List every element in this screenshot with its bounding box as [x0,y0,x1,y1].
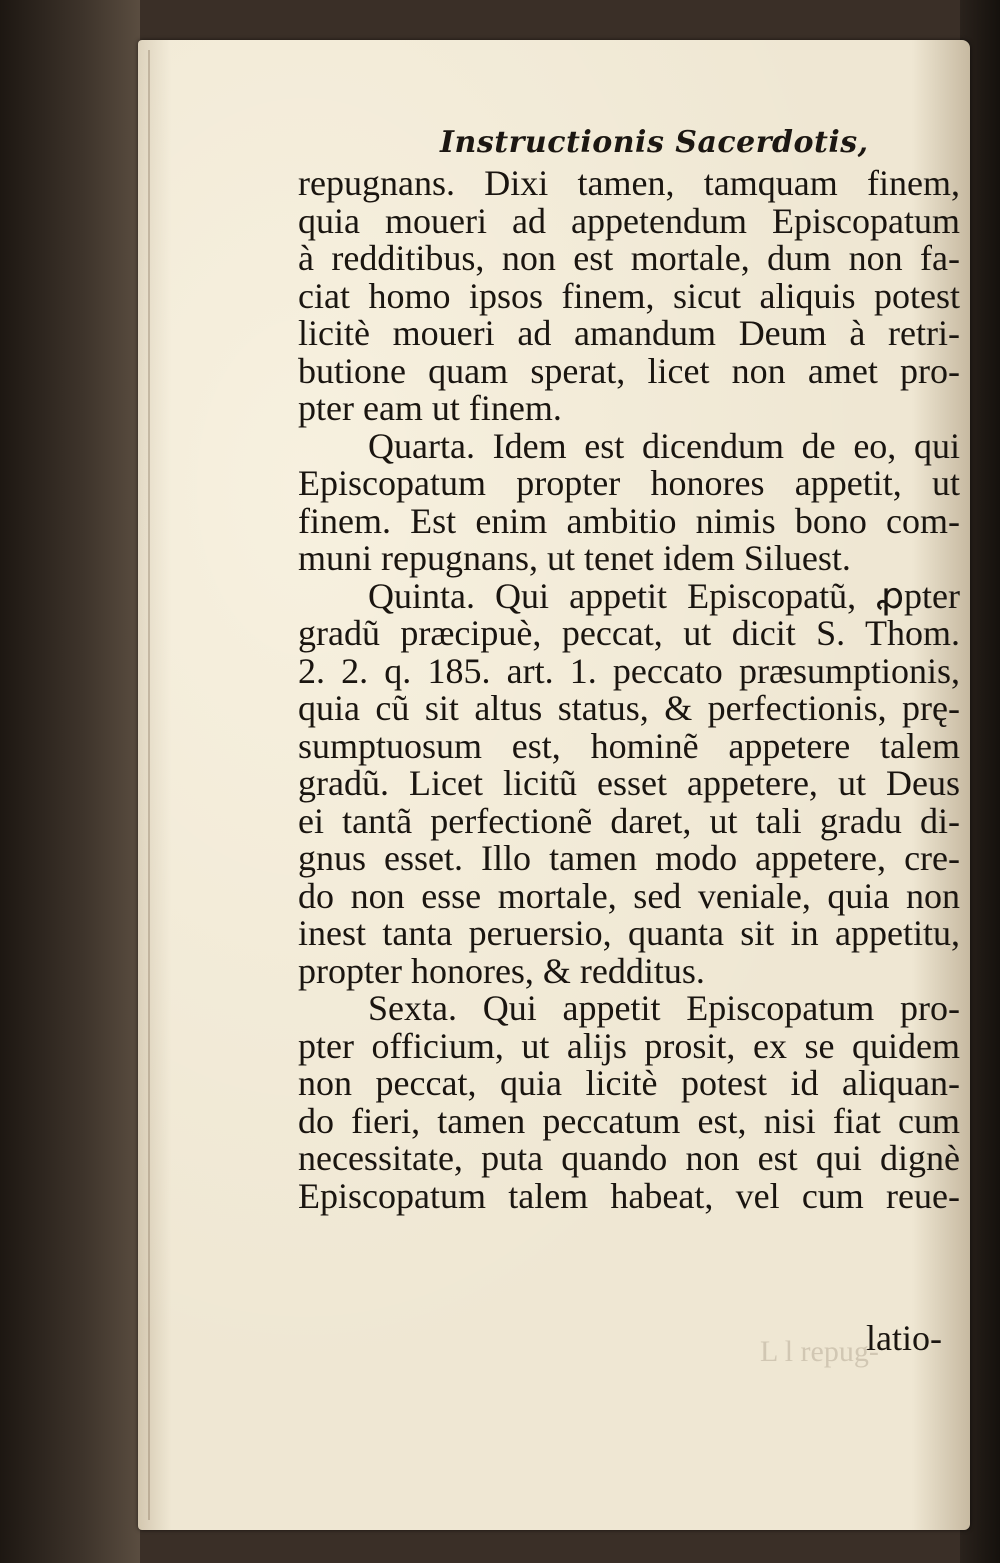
text-line: repugnans. Dixi tamen, tamquam finem, [298,163,960,203]
text-line: sumptuosum est, hominẽ appetere talem [298,725,960,766]
text-line: Sexta. Qui appetit Episcopatum pro- [368,988,960,1028]
main-text-block [298,165,960,1215]
text-line: licitè moueri ad amandum Deum à retri- [298,313,960,353]
running-head: Instructionis Sacerdotis, [440,125,869,160]
text-line: ei tantã perfectionẽ daret, ut tali gradu di- [298,800,960,841]
text-line: gradũ præcipuè, peccat, ut dicit S. Thom. [298,613,960,653]
text-line: do non esse mortale, sed veniale, quia non [298,875,960,916]
text-line: Episcopatum talem habeat, vel cum reue- [298,1175,960,1216]
text-line: inest tanta peruersio, quanta sit in appetitu, [298,913,960,953]
text-line: necessitate, puta quando non est qui dignè [298,1138,960,1178]
text-line: muni repugnans, ut tenet idem Siluest. [298,538,851,578]
text-line: à redditibus, non est mortale, dum non fa- [298,238,960,278]
text-line: do fieri, tamen peccatum est, nisi fiat cum [298,1100,960,1141]
book-cover-left [0,0,140,1563]
text-line: Quarta. Idem est dicendum de eo, qui [368,425,960,466]
text-line: 2. 2. q. 185. art. 1. peccato præsumptionis, [298,650,960,691]
text-line: quia moueri ad appetendum Episcopatum [298,200,960,241]
bleed-through-text: L l repug- [760,1335,879,1368]
text-line: pter officium, ut alijs prosit, ex se quidem [298,1025,960,1066]
text-line: gnus esset. Illo tamen modo appetere, cre- [298,838,960,878]
text-line: gradũ. Licet licitũ esset appetere, ut Deus [298,763,960,803]
page-gutter-line [148,50,150,1520]
text-line: Quinta. Qui appetit Episcopatũ, ꝓpter [368,575,960,616]
text-line: quia cũ sit altus status, & perfectionis, prę- [298,688,960,728]
text-line: ciat homo ipsos finem, sicut aliquis potest [298,275,960,316]
text-line: butione quam sperat, licet non amet pro- [298,350,960,391]
text-line: propter honores, & redditus. [298,950,705,991]
text-line: Episcopatum propter honores appetit, ut [298,463,960,503]
text-line: pter eam ut finem. [298,388,562,428]
text-line: finem. Est enim ambitio nimis bono com- [298,500,960,541]
catchword: latio- [866,1318,942,1358]
text-line: non peccat, quia licitè potest id aliquan- [298,1063,960,1103]
